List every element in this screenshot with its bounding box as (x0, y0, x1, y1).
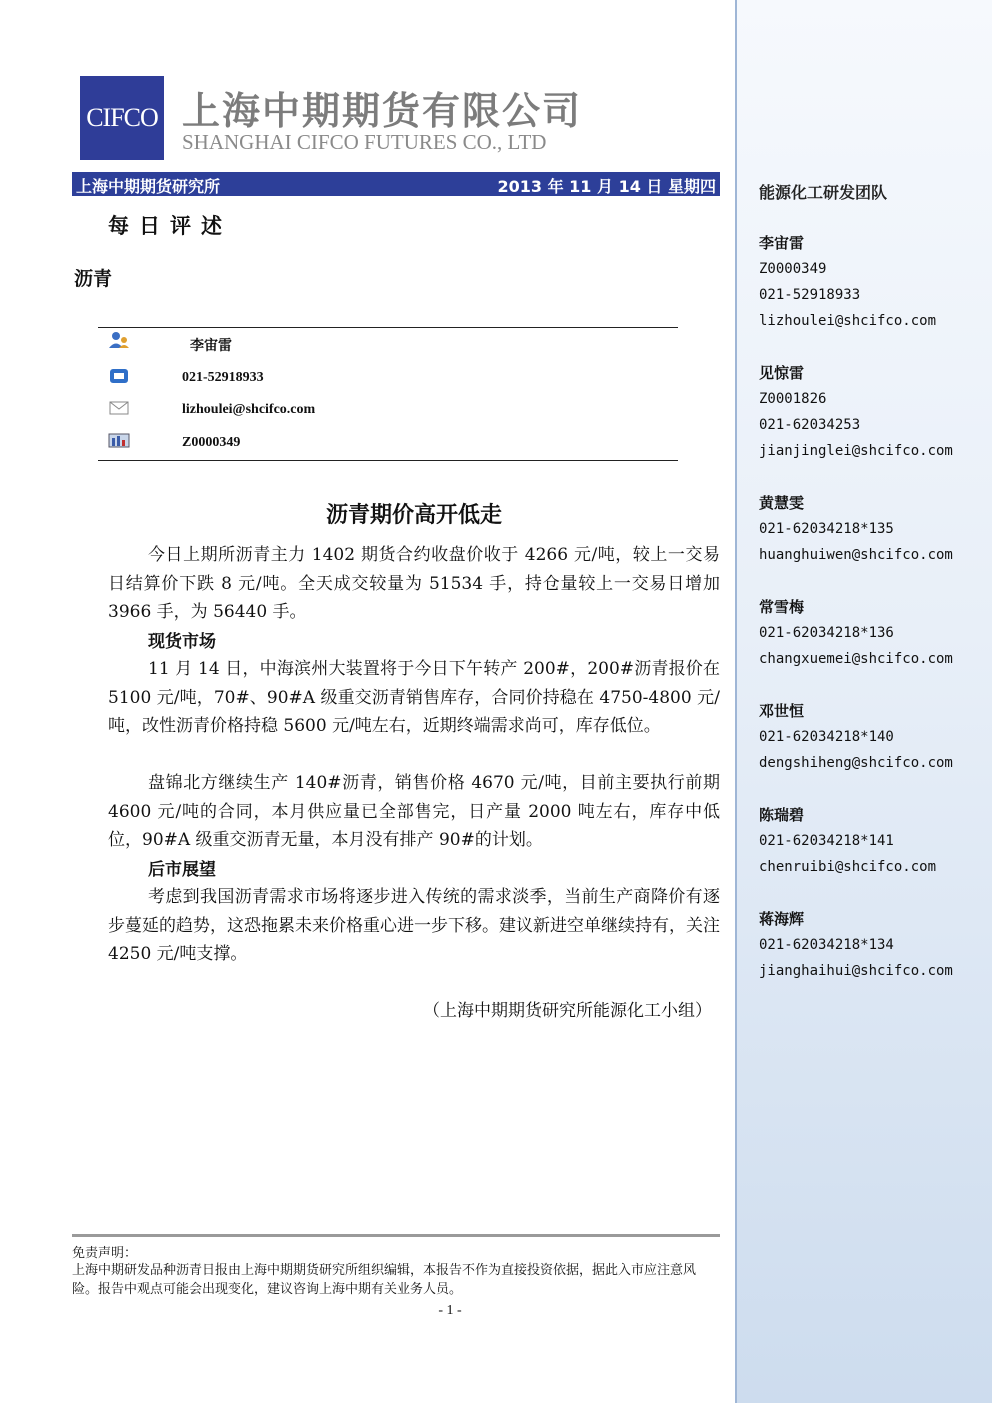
member-phone: 021-62034218*140 (759, 729, 894, 745)
member-name: 李宙雷 (759, 234, 805, 252)
sidebar-member (759, 802, 936, 880)
member-email[interactable]: jianghaihui@shcifco.com (759, 963, 953, 979)
member-name: 常雪梅 (759, 598, 805, 616)
spot-paragraph-2: 盘锦北方继续生产 140#沥青，销售价格 4670 元/吨，目前主要执行前期 4600 元/吨的合同，本月供应量已全部售完，日产量 2000 吨左右，库存中低位，90#A 级重交沥青无量，本月没有排产 90#的计划。 (108, 773, 720, 850)
logo-mark-text: CIFCO (86, 103, 158, 132)
outlook-paragraph: 考虑到我国沥青需求市场将逐步进入传统的需求淡季，当前生产商降价有逐步蔓延的趋势，这恐拖累未来价格重心进一步下移。建议新进空单继续持有，关注 4250 元/吨支撑。 (108, 887, 720, 964)
license-icon (108, 430, 130, 448)
disclaimer-label: 免责声明： (72, 1246, 138, 1261)
mail-icon (108, 399, 130, 417)
product-name: 沥青 (74, 268, 113, 290)
member-email[interactable]: dengshiheng@shcifco.com (759, 755, 953, 771)
member-phone: 021-62034253 (759, 417, 861, 433)
member-phone: 021-62034218*141 (759, 833, 894, 849)
sidebar-member (759, 230, 936, 334)
phone-icon (108, 367, 130, 385)
analyst-license: Z0000349 (182, 435, 241, 450)
member-email[interactable]: lizhoulei@shcifco.com (759, 313, 937, 329)
member-email[interactable]: huanghuiwen@shcifco.com (759, 547, 953, 563)
member-phone: 021-62034218*135 (759, 521, 894, 537)
article-signature: （上海中期期货研究所能源化工小组） (423, 1001, 712, 1021)
analyst-name: 李宙雷 (190, 338, 232, 354)
article-intro: 今日上期所沥青主力 1402 期货合约收盘价收于 4266 元/吨，较上一交易日结算价下跌 8 元/吨。全天成交较量为 51534 手，持仓量较上一交易日增加 3966 手，为 56440 手。 (108, 545, 720, 622)
section-title: 每日评述 (108, 213, 232, 238)
member-phone: 021-62034218*134 (759, 937, 894, 953)
member-email[interactable]: changxuemei@shcifco.com (759, 651, 953, 667)
member-name: 邓世恒 (759, 702, 805, 720)
sidebar-title: 能源化工研发团队 (759, 183, 888, 202)
member-license: Z0000349 (759, 261, 827, 277)
member-email[interactable]: chenruibi@shcifco.com (759, 859, 937, 875)
member-phone: 021-52918933 (759, 287, 861, 303)
footer-divider (72, 1234, 720, 1237)
sidebar-member (759, 594, 953, 672)
member-name: 陈瑞碧 (759, 806, 805, 824)
outlook-heading: 后市展望 (148, 860, 216, 880)
spot-paragraph-1: 11 月 14 日，中海滨州大装置将于今日下午转产 200#，200#沥青报价在 5100 元/吨，70#、90#A 级重交沥青销售库存，合同价持稳在 4750-4800 元/吨，改性沥青价格持稳 5600 元/吨左右，近期终端需求尚可，库存低位。 (108, 659, 720, 736)
member-name: 蒋海辉 (759, 910, 805, 928)
report-date: 2013 年 11 月 14 日 星期四 (497, 177, 716, 196)
divider (98, 460, 678, 461)
member-name: 黄慧雯 (759, 494, 805, 512)
sidebar (735, 0, 992, 1403)
company-logo (80, 76, 164, 160)
institute-name: 上海中期期货研究所 (76, 177, 221, 196)
company-name-cn: 上海中期期货有限公司 (182, 89, 583, 133)
article-title: 沥青期价高开低走 (325, 502, 502, 528)
member-name: 见惊雷 (759, 364, 805, 382)
company-name-en: SHANGHAI CIFCO FUTURES CO., LTD (182, 130, 547, 154)
spot-market-heading: 现货市场 (148, 632, 216, 652)
header-bar (72, 172, 720, 196)
person-icon (108, 331, 130, 349)
page-number: - 1 - (438, 1303, 462, 1318)
analyst-phone: 021-52918933 (182, 370, 264, 385)
member-license: Z0001826 (759, 391, 827, 407)
divider (98, 327, 678, 328)
sidebar-member (759, 360, 953, 464)
disclaimer-text: 上海中期研发品种沥青日报由上海中期期货研究所组织编辑，本报告不作为直接投资依据，据此入市应注意风险。报告中观点可能会出现变化，建议咨询上海中期有关业务人员。 (72, 1263, 697, 1297)
sidebar-member (759, 906, 953, 984)
analyst-email[interactable]: lizhoulei@shcifco.com (182, 402, 316, 417)
member-email[interactable]: jianjinglei@shcifco.com (759, 443, 953, 459)
sidebar-member (759, 698, 953, 776)
member-phone: 021-62034218*136 (759, 625, 894, 641)
